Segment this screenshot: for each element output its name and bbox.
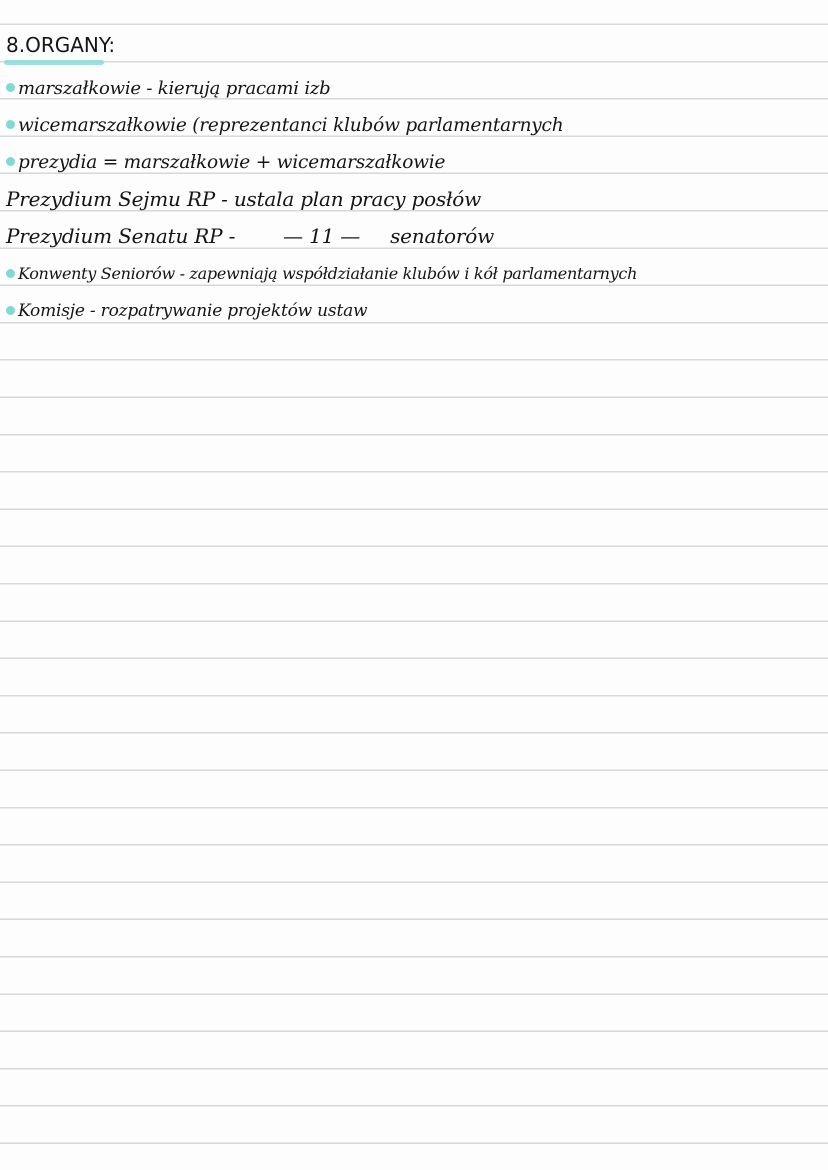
- note-text: wicemarszałkowie (reprezentanci klubów parlamentarnych: [18, 115, 564, 136]
- bullet-dot-icon: [6, 120, 15, 129]
- bullet-dot-icon: [6, 83, 15, 92]
- note-text: Prezydium Senatu RP -: [6, 224, 236, 248]
- note-line-wicemarszalkowie: [6, 114, 563, 138]
- note-line-konwenty-seniorow: [6, 262, 637, 286]
- note-line-prezydia: [6, 151, 445, 175]
- bullet-dot-icon: [6, 269, 15, 278]
- note-text: marszałkowie - kierują pracami izb: [18, 78, 331, 99]
- note-text-continuation: senatorów: [390, 224, 495, 248]
- bullet-dot-icon: [6, 306, 15, 315]
- section-heading: 8.ORGANY:: [6, 33, 116, 57]
- ditto-mark: — 11 —: [283, 224, 361, 248]
- heading-underline: [4, 60, 104, 65]
- bullet-dot-icon: [6, 157, 15, 166]
- note-line-komisje: [6, 299, 367, 323]
- note-line-prezydium-sejmu: [6, 187, 481, 211]
- note-text: prezydia = marszałkowie + wicemarszałkowie: [18, 152, 446, 173]
- note-text: Konwenty Seniorów - zapewniają współdziałanie klubów i kół parlamentarnych: [18, 264, 638, 283]
- note-text: Prezydium Sejmu RP - ustala plan pracy posłów: [6, 187, 482, 211]
- note-line-marszalkowie: [6, 77, 331, 101]
- note-text: Komisje - rozpatrywanie projektów ustaw: [18, 301, 368, 321]
- note-line-prezydium-senatu: [6, 224, 494, 248]
